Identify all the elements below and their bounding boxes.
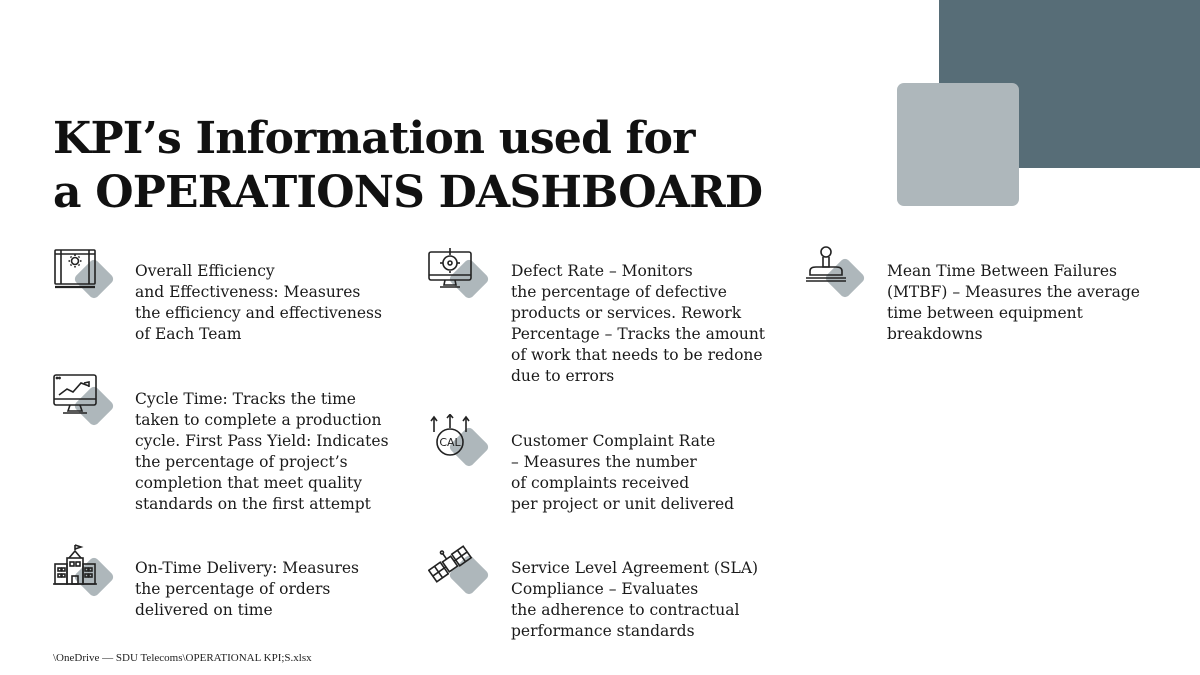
slide-title-line-1: KPI’s Information used for (53, 113, 695, 164)
kpi-sla-compliance-text: Service Level Agreement (SLA) Compliance – Evaluates the adherence to contractual performance standards (511, 559, 759, 640)
slide-title (53, 112, 762, 220)
cal-label: CAL (439, 436, 461, 449)
kpi-defect-rate-text: Defect Rate – Monitors the percentage of defective products or services. Rework Percentage – Tracks the amount of work that needs to be redone due to errors (511, 262, 766, 385)
kpi-overall-efficiency-text: Overall Efficiency and Effectiveness: Measures the efficiency and effectiveness of Each Team (135, 262, 382, 343)
cal-arrows-icon (428, 414, 490, 470)
kpi-mtbf-text: Mean Time Between Failures (MTBF) – Measures the average time between equipment breakdowns (887, 262, 1140, 343)
slide-title-line-2: a OPERATIONS DASHBOARD (53, 167, 763, 218)
building-icon (53, 544, 115, 600)
monitor-sun-icon (53, 246, 115, 302)
monitor-chart-icon (53, 373, 115, 429)
kpi-customer-complaint-text: Customer Complaint Rate – Measures the number of complaints received per project or unit delivered (511, 432, 735, 513)
satellite-icon (428, 542, 490, 598)
kpi-cycle-time-text: Cycle Time: Tracks the time taken to complete a production cycle. First Pass Yield: Indicates the percentage of project’s completion that meet quality standards on the first attempt (135, 390, 389, 513)
footer-file-path: \OneDrive — SDU Telecoms\OPERATIONAL KPI;S.xlsx (53, 652, 312, 664)
decorative-light-block (897, 83, 1019, 206)
stamp-icon (804, 245, 866, 301)
kpi-on-time-delivery-text: On-Time Delivery: Measures the percentage of orders delivered on time (135, 559, 359, 619)
monitor-target-icon (428, 246, 490, 302)
